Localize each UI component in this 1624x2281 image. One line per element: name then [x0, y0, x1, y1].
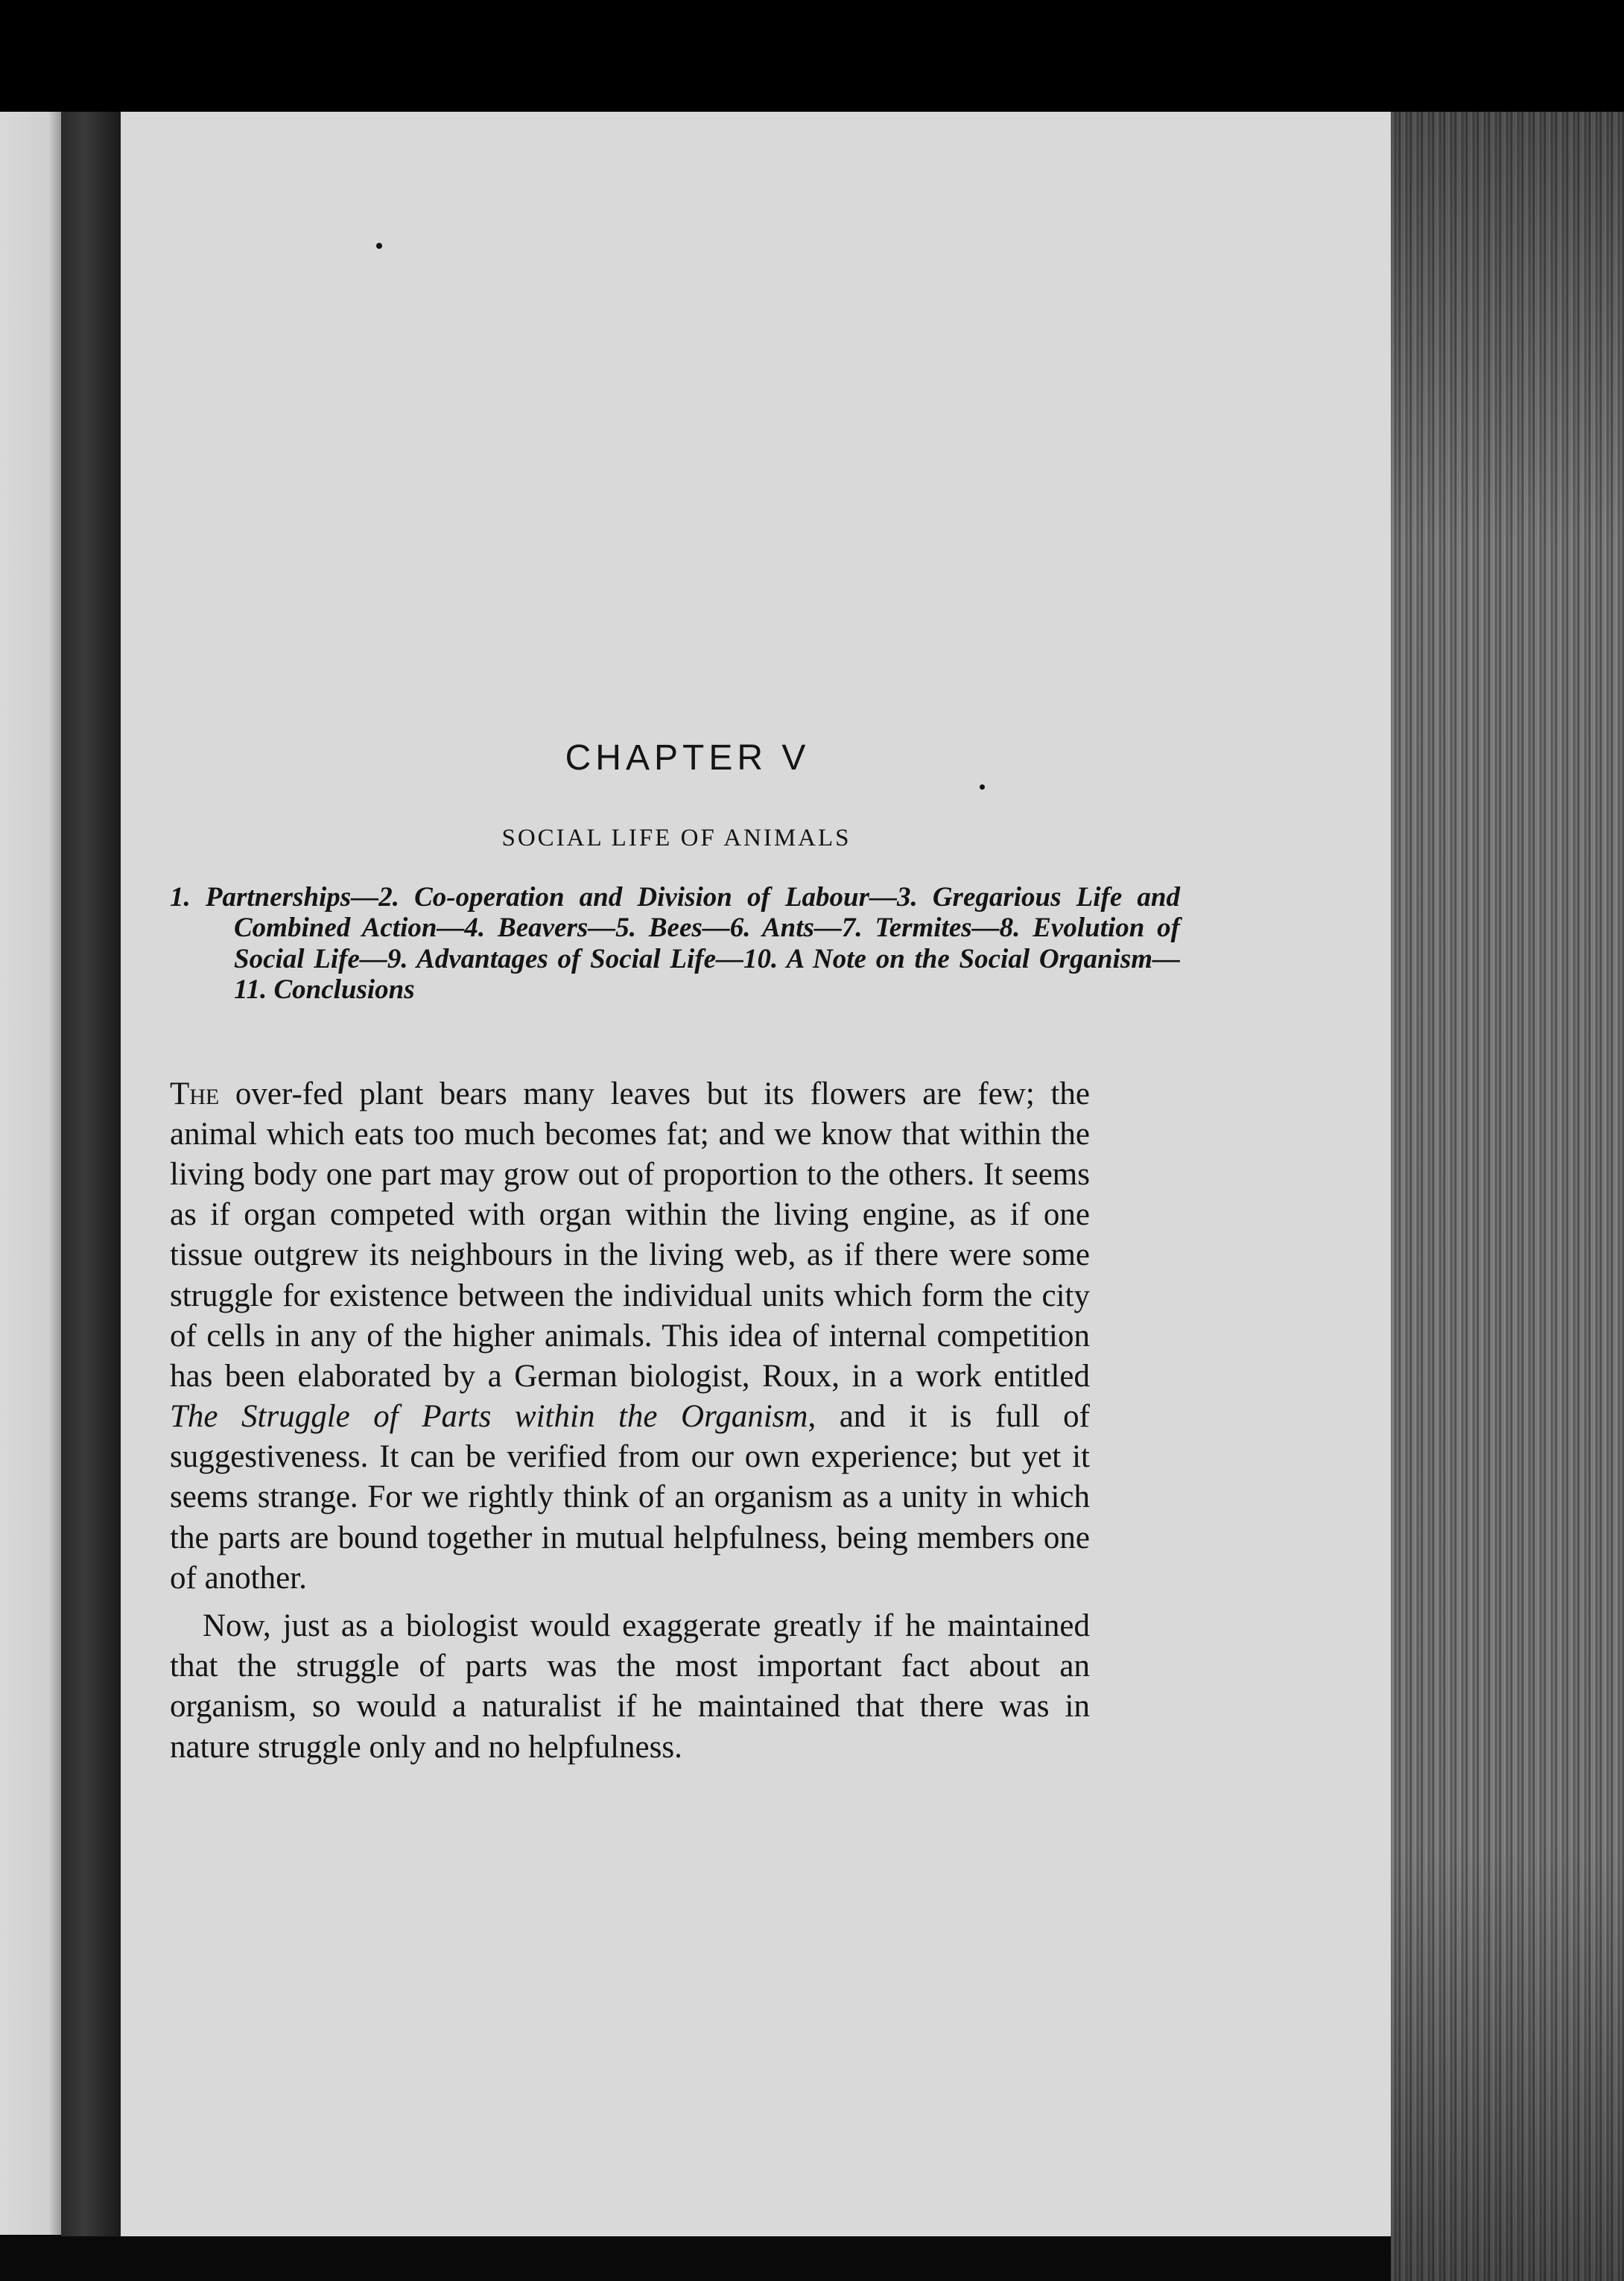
- facing-page-edge: [0, 112, 61, 2235]
- scan-top-border: [0, 0, 1624, 112]
- work-title: The Struggle of Parts within the Organism: [170, 1399, 808, 1435]
- paragraph-1-text-b: , and it is full of suggestiveness. It can be verified from our own experience; but yet it seems strange. For we rightly think of an organism as a unity in which the parts are bound together in mutual helpfulness, being members one of another.: [170, 1399, 1090, 1596]
- book-gutter: [61, 112, 121, 2242]
- chapter-title: SOCIAL LIFE OF ANIMALS: [501, 825, 851, 851]
- paragraph-1-text-a: over-fed plant bears many leaves but its flowers are few; the animal which eats too much becomes fat; and we know that within the living body one part may grow out of proportion to the others. It seems as if organ competed with organ within the living engine, as if one tissue outgrew its neighbours in the living web, as if there were some struggle for existence between the individual units which form the city of cells in any of the higher animals. This idea of internal competition has been elaborated by a German biologist, Roux, in a work entitled: [170, 1076, 1090, 1394]
- chapter-synopsis: 1. Partnerships—2. Co-operation and Division of Labour—3. Gregarious Life and Combined Action—4. Beavers—5. Bees—6. Ants—7. Termites—8. Evolution of Social Life—9. Advantages of Social Life—10. A Note on the Social Organism—11. Conclusions: [170, 882, 1180, 1006]
- paragraph-1: [170, 1074, 1090, 1599]
- opening-word: The: [170, 1076, 220, 1111]
- page-stack-edges: [1391, 112, 1624, 2281]
- chapter-heading: CHAPTER V: [565, 738, 811, 778]
- speck: [376, 243, 382, 249]
- page-text: [170, 737, 1180, 1768]
- scan-bottom-border: [0, 2236, 1391, 2281]
- paragraph-2: Now, just as a biologist would exaggerate greatly if he maintained that the struggle of parts was the most important fact about an organism, so would a naturalist if he maintained that there was in nature struggle only and no helpfulness.: [170, 1608, 1090, 1765]
